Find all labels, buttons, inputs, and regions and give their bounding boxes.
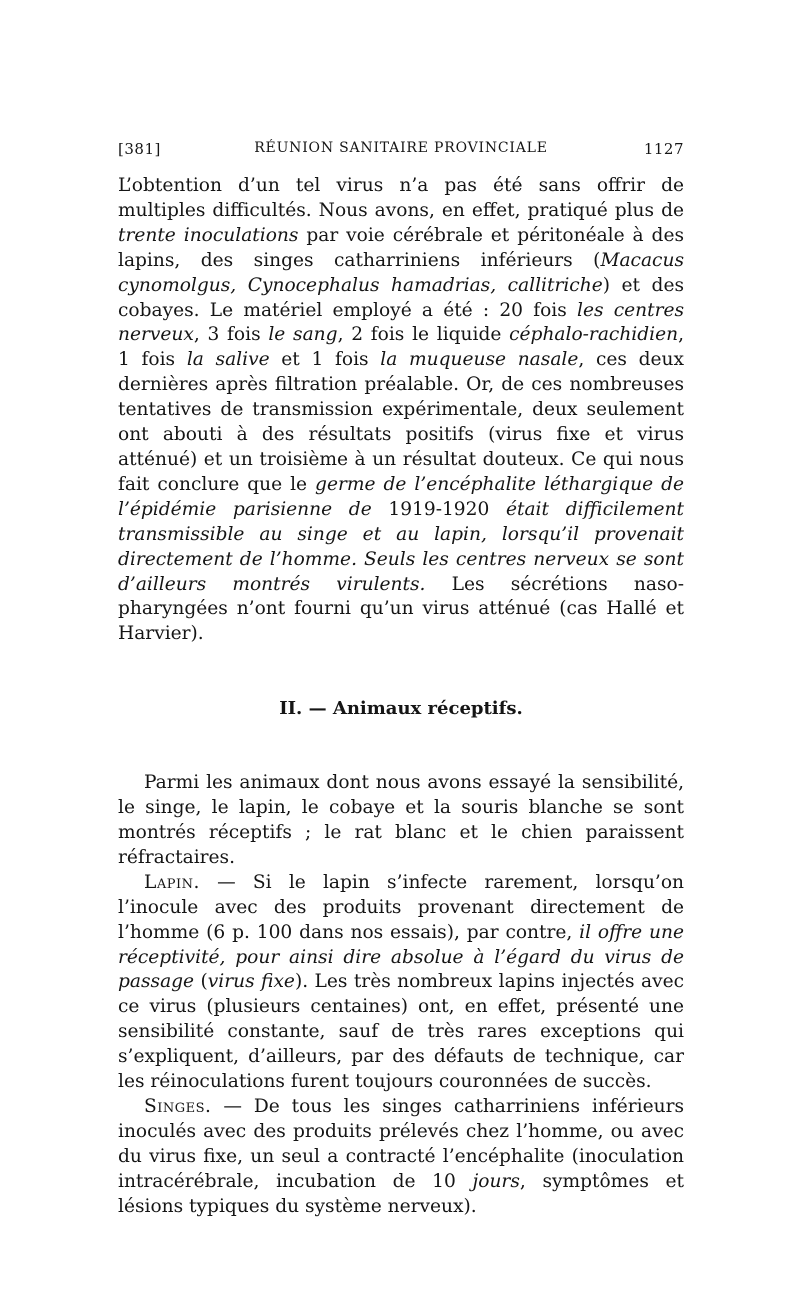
paragraph-lapin: Lapin. — Si le lapin s’infecte rarement, lorsqu’on l’inocule avec des produits provenant directement de l’homme (6 p. 100 dans nos essais), par contre, il offre une réceptivité, pour ainsi dire absolue à l’égard du virus de passage (virus fixe). Les très nombreux lapins injectés avec ce virus (plusieurs centaines) ont, en effet, présenté une sensibilité constante, sauf de très rares exceptions qui s’expliquent, d’ailleurs, par des défauts de technique, car les réinoculations furent toujours couronnées de succès. <box>118 871 684 1093</box>
page-number-right: 1127 <box>643 140 684 158</box>
running-title: RÉUNION SANITAIRE PROVINCIALE <box>254 140 548 156</box>
book-page <box>118 140 684 1220</box>
label-singes: Singes. <box>144 1096 212 1117</box>
page-number-left: [381] <box>118 140 161 158</box>
paragraph-singes: Singes. — De tous les singes catharriniens inférieurs inoculés avec des produits prélevés chez l’homme, ou avec du virus fixe, un seul a contracté l’encéphalite (inoculation intracérébrale, incubation de 10 jours, symptômes et lésions typiques du système nerveux). <box>118 1096 684 1217</box>
paragraph-receptive-animals: Parmi les animaux dont nous avons essayé la sensibilité, le singe, le lapin, le cobaye et la souris blanche se sont montrés réceptifs ; le rat blanc et le chien paraissent réfractaires. <box>118 772 684 868</box>
label-lapin: Lapin. <box>144 871 200 893</box>
section-heading: II. — Animaux réceptifs. <box>279 698 523 720</box>
paragraph-transmission: L’obtention d’un tel virus n’a pas été sans offrir de multiples difficultés. Nous avons, en effet, pratiqué plus de trente inoculations par voie cérébrale et péritonéale à des lapins, des singes catharriniens inférieurs (Macacus cynomolgus, Cynocephalus hamadrias, callitriche) et des cobayes. Le matériel employé a été : 20 fois les centres nerveux, 3 fois le sang, 2 fois le liquide céphalo-rachidien, 1 fois la salive et 1 fois la muqueuse nasale, ces deux dernières après filtration préalable. Or, de ces nombreuses tentatives de transmission expérimentale, deux seulement ont abouti à des résultats positifs (virus fixe et virus atténué) et un troisième à un résultat douteux. Ce qui nous fait conclure que le germe de l’encéphalite léthargique de l’épidémie parisienne de 1919-1920 était difficilement transmissible au singe et au lapin, lorsqu’il provenait directement de l’homme. Seuls les centres nerveux se sont d’ailleurs montrés virulents. Les sécrétions naso-pharyngées n’ont fourni qu’un virus atténué (cas Hallé et Harvier). <box>118 175 685 645</box>
running-head <box>118 140 684 164</box>
